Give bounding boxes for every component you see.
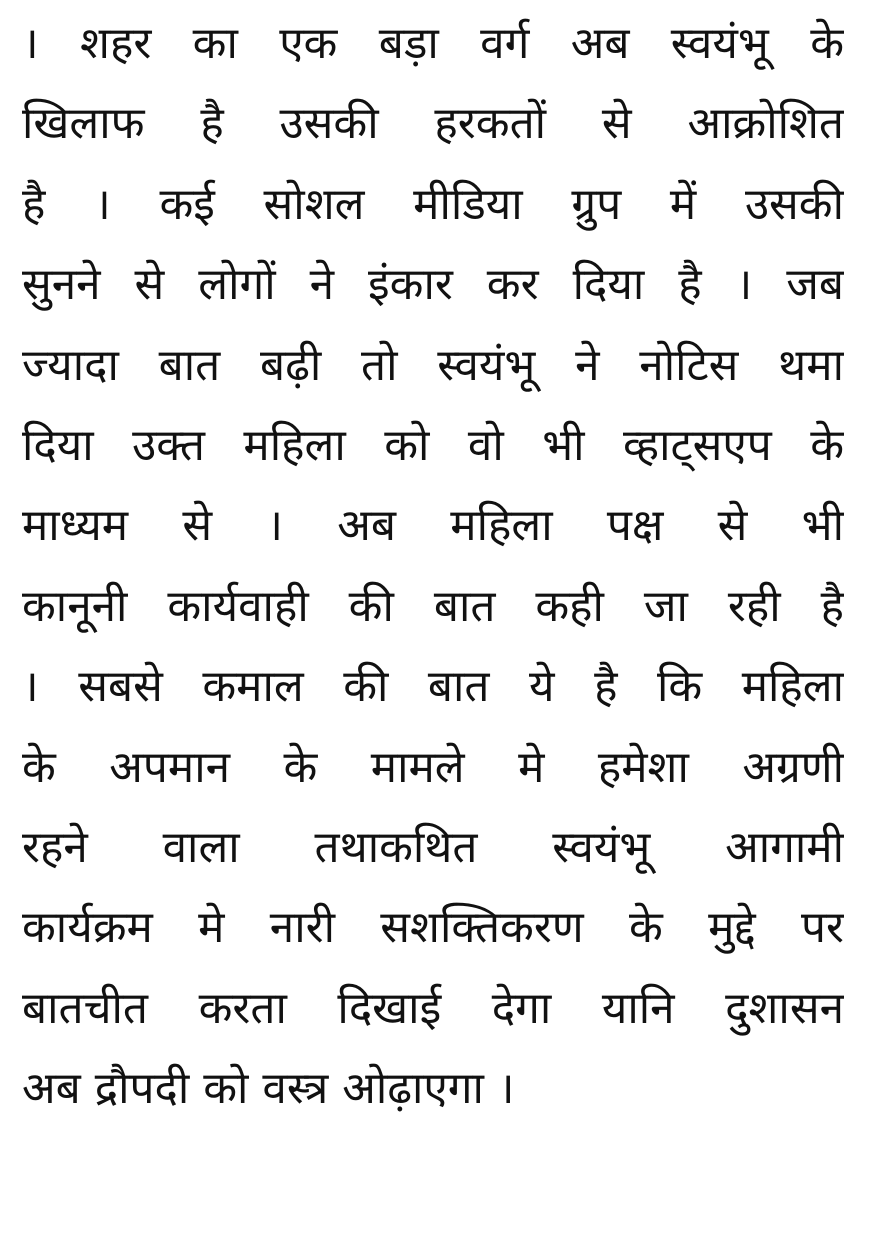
text-line-6: दिया उक्त महिला को वो भी व्हाट्सएप के bbox=[22, 419, 844, 471]
text-line-2: खिलाफ है उसकी हरकतों से आक्रोशित bbox=[22, 98, 844, 150]
text-line-9: । सबसे कमाल की बात ये है कि महिला bbox=[22, 661, 844, 713]
text-line-3: है । कई सोशल मीडिया ग्रुप में उसकी bbox=[22, 178, 844, 230]
text-line-10: के अपमान के मामले मे हमेशा अग्रणी bbox=[22, 741, 844, 793]
text-line-13: बातचीत करता दिखाई देगा यानि दुशासन bbox=[22, 982, 844, 1034]
text-line-12: कार्यक्रम मे नारी सशक्तिकरण के मुद्दे पर bbox=[22, 902, 844, 954]
text-line-5: ज्यादा बात बढ़ी तो स्वयंभू ने नोटिस थमा bbox=[22, 339, 844, 391]
text-line-7: माध्यम से । अब महिला पक्ष से भी bbox=[22, 500, 844, 552]
article-paragraph bbox=[22, 4, 844, 1129]
text-line-8: कानूनी कार्यवाही की बात कही जा रही है bbox=[22, 580, 844, 632]
text-line-1: । शहर का एक बड़ा वर्ग अब स्वयंभू के bbox=[22, 18, 844, 69]
text-line-4: सुनने से लोगों ने इंकार कर दिया है । जब bbox=[22, 259, 844, 311]
text-line-11: रहने वाला तथाकथित स्वयंभू आगामी bbox=[22, 821, 844, 873]
text-line-14: अब द्रौपदी को वस्त्र ओढ़ाएगा । bbox=[22, 1063, 515, 1115]
